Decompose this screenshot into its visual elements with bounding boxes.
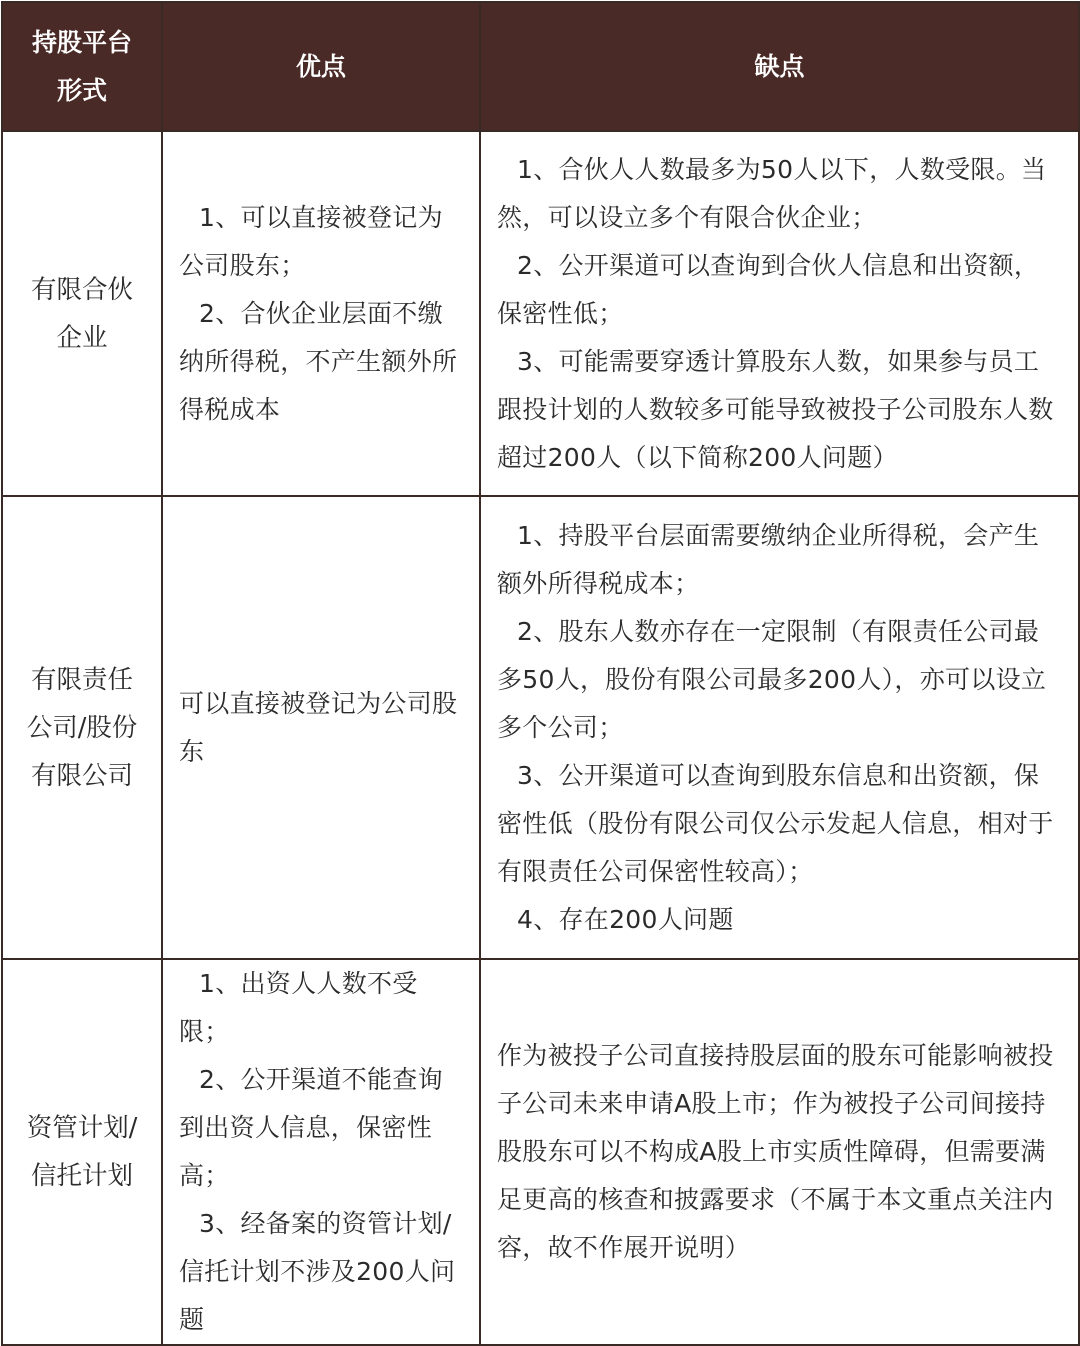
header-pros: 优点 (162, 2, 480, 131)
pros-item: 3、经备案的资管计划/信托计划不涉及200人问题 (179, 1209, 456, 1334)
table-row (2, 496, 1079, 959)
cons-item: 1、合伙人人数最多为50人以下，人数受限。当然，可以设立多个有限合伙企业； (497, 154, 1047, 232)
cons-cell (480, 131, 1079, 496)
form-label: 资管计划/信托计划 (26, 1113, 138, 1191)
pros-item: 2、公开渠道不能查询到出资人信息，保密性高； (179, 1065, 443, 1190)
pros-item: 2、合伙企业层面不缴纳所得税，不产生额外所得税成本 (179, 298, 458, 424)
table-body (2, 131, 1079, 1345)
pros-item: 1、出资人人数不受限； (179, 969, 418, 1046)
form-cell (2, 496, 162, 959)
cons-item: 1、持股平台层面需要缴纳企业所得税，会产生额外所得税成本； (497, 520, 1040, 598)
cons-item: 2、股东人数亦存在一定限制（有限责任公司最多50人，股份有限公司最多200人），亦可以设立多个公司； (497, 616, 1047, 742)
table-row (2, 959, 1079, 1345)
table-header (2, 2, 1079, 131)
cons-item: 3、可能需要穿透计算股东人数，如果参与员工跟投计划的人数较多可能导致被投子公司股东人数超过200人（以下简称200人问题） (497, 346, 1054, 472)
pros-item: 1、可以直接被登记为公司股东； (179, 202, 443, 280)
form-cell (2, 131, 162, 496)
cons-cell (480, 959, 1079, 1345)
comparison-table (1, 1, 1080, 1346)
table-row (2, 131, 1079, 496)
pros-cell (162, 496, 480, 959)
cons-item: 2、公开渠道可以查询到合伙人信息和出资额，保密性低； (497, 250, 1040, 328)
cons-cell (480, 496, 1079, 959)
cons-item: 作为被投子公司直接持股层面的股东可能影响被投子公司未来申请A股上市；作为被投子公司间接持股股东可以不构成A股上市实质性障碍，但需要满足更高的核查和披露要求（不属于本文重点关注内容，故不作展开说明） (497, 1041, 1054, 1262)
form-cell (2, 959, 162, 1345)
cons-item: 3、公开渠道可以查询到股东信息和出资额，保密性低（股份有限公司仅公示发起人信息，相对于有限责任公司保密性较高）； (497, 760, 1054, 886)
pros-item: 可以直接被登记为公司股东 (179, 688, 458, 766)
pros-cell (162, 959, 480, 1345)
pros-cell (162, 131, 480, 496)
form-label: 有限合伙企业 (30, 274, 133, 353)
header-form: 持股平台形式 (2, 2, 162, 131)
cons-item: 4、存在200人问题 (517, 904, 734, 934)
form-label: 有限责任公司/股份有限公司 (26, 664, 138, 791)
header-cons: 缺点 (480, 2, 1079, 131)
header-row (2, 2, 1079, 131)
